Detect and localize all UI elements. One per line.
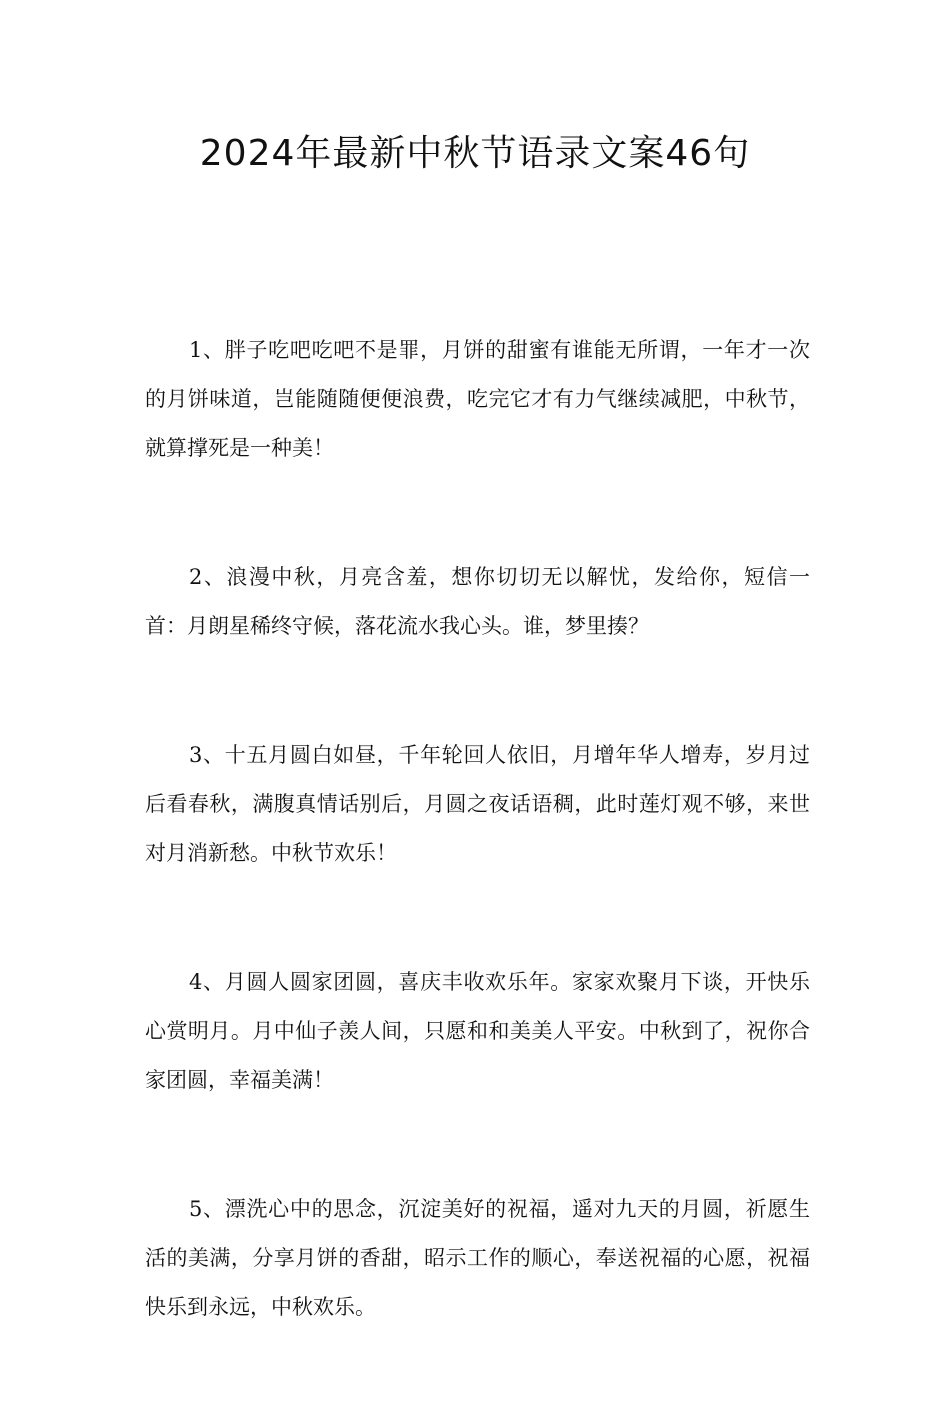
paragraph-3: 3、十五月圆白如昼，千年轮回人依旧，月增年华人增寿，岁月过后看春秋，满腹真情话别后，月圆之夜话语稠，此时莲灯观不够，来世对月消新愁。中秋节欢乐！ — [145, 743, 810, 865]
document-title: 2024年最新中秋节语录文案46句 — [199, 133, 751, 174]
paragraph-4: 4、月圆人圆家团圆，喜庆丰收欢乐年。家家欢聚月下谈，开快乐心赏明月。月中仙子羡人间，只愿和和美美人平安。中秋到了，祝你合家团圆，幸福美满！ — [145, 970, 810, 1092]
paragraph-5: 5、漂洗心中的思念，沉淀美好的祝福，遥对九天的月圆，祈愿生活的美满，分享月饼的香甜，昭示工作的顺心，奉送祝福的心愿，祝福快乐到永远，中秋欢乐。 — [145, 1197, 810, 1319]
document-body — [145, 326, 810, 1412]
paragraph-1: 1、胖子吃吧吃吧不是罪，月饼的甜蜜有谁能无所谓，一年才一次的月饼味道，岂能随随便便浪费，吃完它才有力气继续减肥，中秋节，就算撑死是一种美！ — [145, 338, 810, 460]
paragraph-2: 2、浪漫中秋，月亮含羞，想你切切无以解忧，发给你，短信一首：月朗星稀终守候，落花流水我心头。谁，梦里揍？ — [145, 565, 810, 638]
